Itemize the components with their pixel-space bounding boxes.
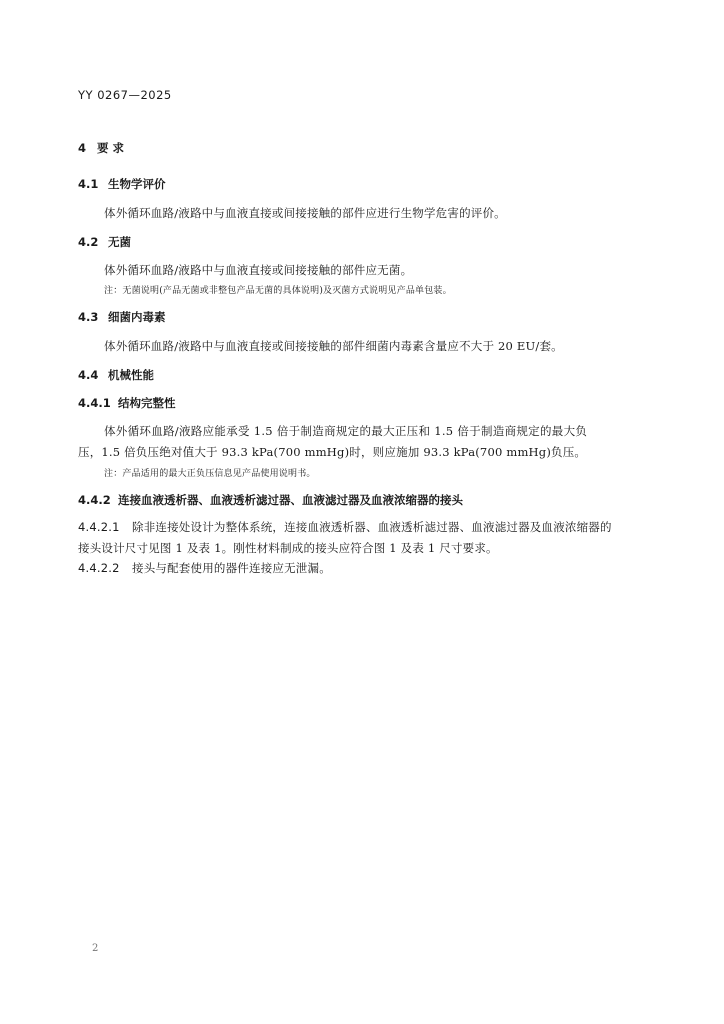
section-title: 生物学评价 bbox=[108, 177, 166, 191]
section-4-2-heading bbox=[78, 234, 131, 250]
clause-number: 4.4.2.2 bbox=[78, 561, 120, 575]
section-number: 4.4.2 bbox=[78, 493, 111, 507]
section-4-2-text: 体外循环血路/液路中与血液直接或间接接触的部件应无菌。 bbox=[104, 263, 413, 277]
section-4-4-1-heading bbox=[78, 395, 176, 411]
section-number: 4.4 bbox=[78, 368, 99, 382]
clause-number: 4.4.2.1 bbox=[78, 520, 120, 534]
section-4-4-1-text-line1: 体外循环血路/液路应能承受 1.5 倍于制造商规定的最大正压和 1.5 倍于制造商规定的最大负 bbox=[104, 424, 588, 438]
section-title: 连接血液透析器、血液透析滤过器、血液滤过器及血液浓缩器的接头 bbox=[118, 493, 463, 507]
section-4-heading bbox=[78, 140, 124, 156]
page-number: 2 bbox=[92, 943, 99, 954]
section-number: 4.4.1 bbox=[78, 396, 111, 410]
section-4-4-2-1-line1 bbox=[78, 519, 612, 535]
section-number: 4 bbox=[78, 141, 87, 155]
section-4-4-heading bbox=[78, 367, 154, 383]
section-4-4-2-2 bbox=[78, 560, 331, 576]
section-number: 4.3 bbox=[78, 310, 99, 324]
section-4-3-heading bbox=[78, 309, 166, 325]
section-number: 4.2 bbox=[78, 235, 99, 249]
section-title: 要 求 bbox=[97, 141, 125, 155]
section-4-1-heading bbox=[78, 176, 166, 192]
section-4-3-text: 体外循环血路/液路中与血液直接或间接接触的部件细菌内毒素含量应不大于 20 EU/套。 bbox=[104, 339, 563, 353]
section-4-4-1-note: 注：产品适用的最大正负压信息见产品使用说明书。 bbox=[104, 469, 316, 479]
section-title: 机械性能 bbox=[108, 368, 154, 382]
section-4-4-2-1-line2: 接头设计尺寸见图 1 及表 1。刚性材料制成的接头应符合图 1 及表 1 尺寸要求。 bbox=[78, 541, 498, 555]
section-4-1-text: 体外循环血路/液路中与血液直接或间接接触的部件应进行生物学危害的评价。 bbox=[104, 206, 506, 220]
section-4-4-1-text-line2: 压，1.5 倍负压绝对值大于 93.3 kPa(700 mmHg)时，则应施加 93.3 kPa(700 mmHg)负压。 bbox=[78, 445, 587, 459]
standard-header: YY 0267—2025 bbox=[78, 88, 172, 102]
clause-text: 除非连接处设计为整体系统，连接血液透析器、血液透析滤过器、血液滤过器及血液浓缩器的 bbox=[132, 520, 612, 534]
clause-text: 接头与配套使用的器件连接应无泄漏。 bbox=[132, 561, 331, 575]
section-4-2-note: 注：无菌说明(产品无菌或非整包产品无菌的具体说明)及灭菌方式说明见产品单包装。 bbox=[104, 286, 452, 296]
section-4-4-2-heading bbox=[78, 492, 463, 508]
section-number: 4.1 bbox=[78, 177, 99, 191]
section-title: 无菌 bbox=[108, 235, 131, 249]
section-title: 细菌内毒素 bbox=[108, 310, 166, 324]
section-title: 结构完整性 bbox=[118, 396, 176, 410]
